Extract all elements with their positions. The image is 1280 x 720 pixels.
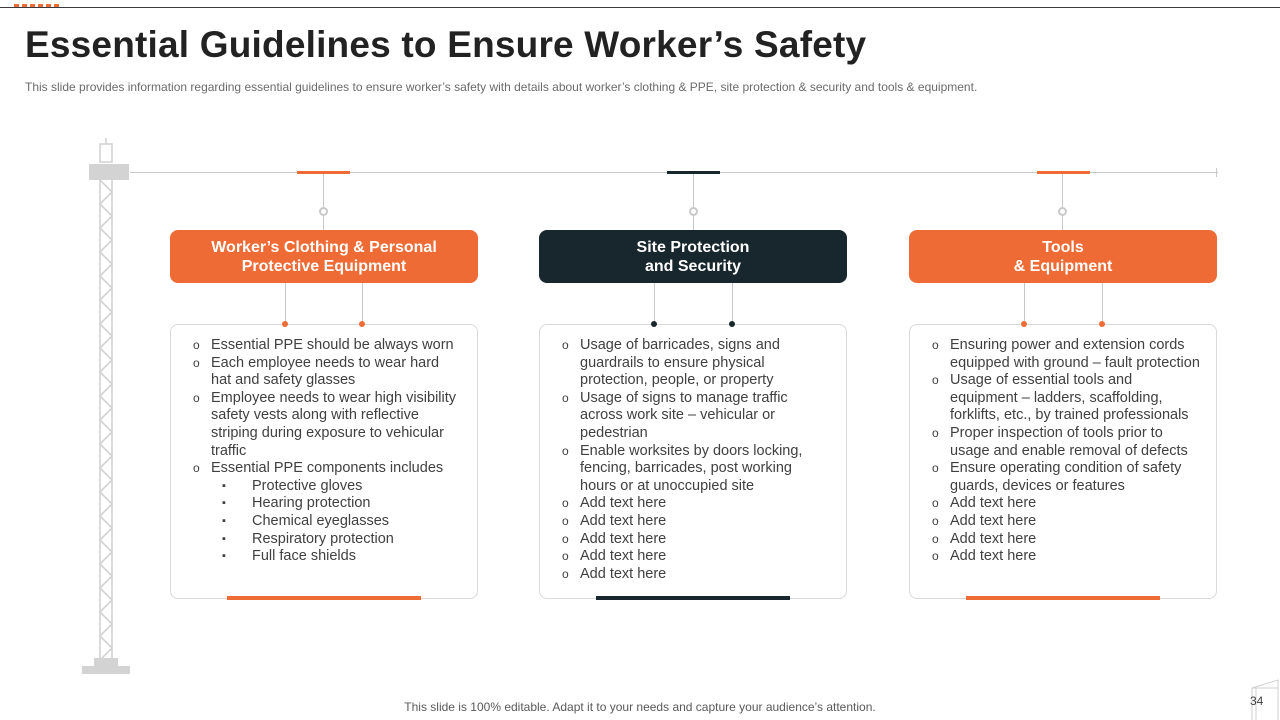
- ring-3: [1058, 207, 1067, 216]
- list-item: o Add text here: [562, 566, 824, 584]
- connector-dot: [1021, 321, 1027, 327]
- drop-line-3: [1062, 174, 1063, 208]
- column-header-tools-equipment: [909, 230, 1217, 283]
- list-item: o Usage of barricades, signs and guardrails to ensure physical protection, people, or property: [562, 337, 824, 390]
- box-accent-bar-3: [966, 596, 1160, 600]
- ring-1: [319, 207, 328, 216]
- slide-footer: This slide is 100% editable. Adapt it to your needs and capture your audience’s attention.: [404, 700, 876, 714]
- sub-list-item: ▪ Respiratory protection: [211, 531, 463, 549]
- guideline-list-clothing-ppe: [193, 337, 463, 566]
- drop-line-3b: [1062, 216, 1063, 230]
- connector-dot: [359, 321, 365, 327]
- list-item: o Proper inspection of tools prior to usage and enable removal of defects: [932, 425, 1200, 460]
- list-item: o Add text here: [562, 495, 824, 513]
- list-item: o Add text here: [932, 513, 1200, 531]
- page-number: 34: [1250, 694, 1264, 708]
- list-item: o Each employee needs to wear hard hat and safety glasses: [193, 355, 463, 390]
- connector-dot: [282, 321, 288, 327]
- list-item: o Ensure operating condition of safety guards, devices or features: [932, 460, 1200, 495]
- list-item: o Enable worksites by doors locking, fencing, barricades, post working hours or at unoccupied site: [562, 443, 824, 496]
- column-header-site-protection: [539, 230, 847, 283]
- connector-dot: [651, 321, 657, 327]
- sub-list-item: ▪ Protective gloves: [211, 478, 463, 496]
- top-rule: [0, 7, 1280, 8]
- drop-line-2b: [693, 216, 694, 230]
- drop-line-2: [693, 174, 694, 208]
- sub-list-item: ▪ Hearing protection: [211, 495, 463, 513]
- list-item: o Add text here: [932, 495, 1200, 513]
- connector: [654, 283, 655, 321]
- list-item: [193, 460, 463, 566]
- header-line: Site Protection: [636, 238, 750, 256]
- timeline-line-end: [1216, 168, 1217, 177]
- connector: [732, 283, 733, 321]
- list-item: o Usage of signs to manage traffic across work site – vehicular or pedestrian: [562, 390, 824, 443]
- box-accent-bar-2: [596, 596, 790, 600]
- list-item: o Employee needs to wear high visibility safety vests along with reflective striping during exposure to vehicular traffic: [193, 390, 463, 460]
- guideline-list-site-protection: [562, 337, 824, 583]
- box-accent-bar-1: [227, 596, 421, 600]
- header-line: Tools: [1042, 238, 1084, 256]
- list-item: o Add text here: [562, 548, 824, 566]
- header-line: Worker’s Clothing & Personal: [211, 238, 437, 256]
- list-item: o Add text here: [562, 513, 824, 531]
- connector-dot: [729, 321, 735, 327]
- list-item: o Ensuring power and extension cords equipped with ground – fault protection: [932, 337, 1200, 372]
- list-item: o Add text here: [932, 531, 1200, 549]
- list-item: o Essential PPE should be always worn: [193, 337, 463, 355]
- connector-dot: [1099, 321, 1105, 327]
- sub-list-item: ▪ Chemical eyeglasses: [211, 513, 463, 531]
- crane-tower-icon: [80, 138, 132, 678]
- list-item: o Usage of essential tools and equipment – ladders, scaffolding, forklifts, etc., by trained professionals: [932, 372, 1200, 425]
- ppe-components-sublist: [211, 478, 463, 566]
- list-item: o Add text here: [932, 548, 1200, 566]
- top-accent-stripes: [14, 4, 60, 7]
- list-item: o Add text here: [562, 531, 824, 549]
- header-line: and Security: [644, 257, 742, 275]
- ring-2: [689, 207, 698, 216]
- sub-list-item: ▪ Full face shields: [211, 548, 463, 566]
- slide-title: Essential Guidelines to Ensure Worker’s Safety: [25, 24, 867, 65]
- slide-subtitle: This slide provides information regarding essential guidelines to ensure worker’s safety with details about worker’s clothing & PPE, site protection & security and tools & equipment.: [25, 80, 978, 94]
- drop-line-1b: [323, 216, 324, 230]
- list-item-text: Essential PPE components includes: [211, 460, 444, 477]
- connector: [285, 283, 286, 321]
- connector: [362, 283, 363, 321]
- header-line: & Equipment: [1013, 257, 1113, 275]
- connector: [1024, 283, 1025, 321]
- timeline-marker-3: [1037, 171, 1090, 174]
- drop-line-1: [323, 174, 324, 208]
- guideline-list-tools-equipment: [932, 337, 1200, 566]
- header-line: Protective Equipment: [241, 257, 407, 275]
- column-header-clothing-ppe: [170, 230, 478, 283]
- connector: [1102, 283, 1103, 321]
